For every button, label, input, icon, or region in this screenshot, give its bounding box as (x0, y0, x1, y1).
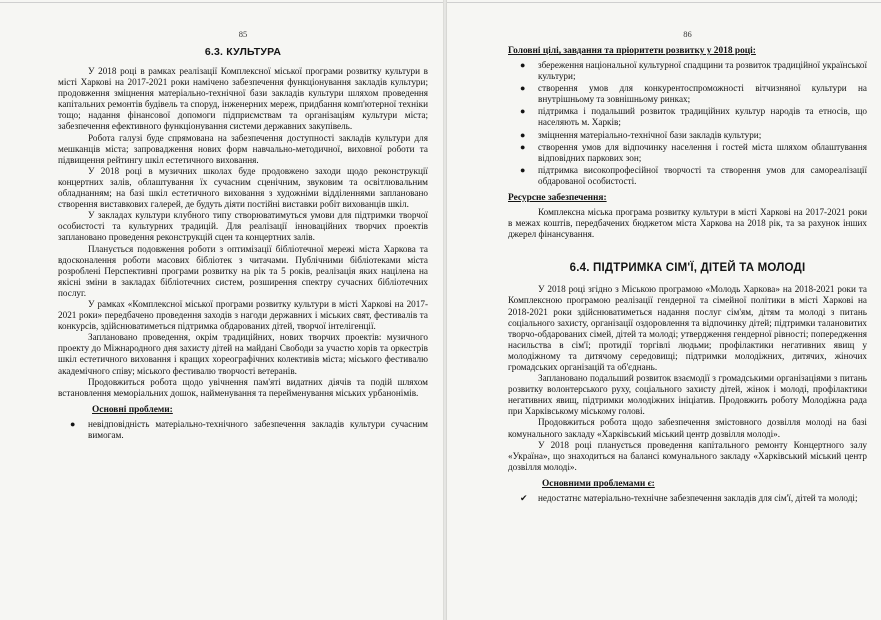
list-item-text: створення умов для конкурентоспроможності вітчизняної культури на внутрішньому та зовнішньому ринках; (538, 83, 867, 105)
paragraph: У 2018 році планується проведення капітального ремонту Концертного залу «Україна», що знаходиться на балансі комунального закладу «Харківський міський центр дозвілля молоді». (508, 439, 867, 472)
list-item (70, 418, 428, 441)
right-page (446, 0, 881, 620)
right-page-number: 86 (683, 29, 692, 39)
paragraph: Заплановано подальший розвиток взаємодії з громадськими організаціями з питань розвитку волонтерського руху, соціального захисту дітей, жінок і молоді, профілактики негативних явищ, підтримки молодіжних ініціатив. Продовжить роботу Молодіжна рада при Харківському міському голові. (508, 373, 867, 417)
paragraph: У рамках «Комплексної міської програми розвитку культури в місті Харкові на 2017-2021 роки» передбачено проведення заходів з нагоди державних і міських свят, фестивалів та конкурсів, здійснюватиметься підтримка обдарованих дітей, творчої інтелігенції. (58, 298, 428, 332)
list-item (520, 83, 867, 105)
paragraph: У 2018 році в музичних школах буде продовжено заходи щодо реконструкції концертних залів, облаштування їх сучасним сценічним, звуковим та освітлювальним обладнанням; на базі шкіл естетичного виховання з художніми відділеннями заплановано створення виставкових галерей, де будуть діяти постійні виставки робіт вихованців шкіл. (58, 165, 428, 210)
list-item-text: збереження національної культурної спадщини та розвиток традиційної української культури; (538, 60, 867, 82)
bullet-icon: ● (70, 418, 76, 429)
checkmark-icon: ✔ (520, 492, 528, 503)
list-item (520, 141, 867, 164)
problems-heading: Основні проблеми: (92, 404, 173, 415)
list-item-text: зміцнення матеріально-технічної бази закладів культури; (538, 129, 762, 140)
list-item-text: недостатнє матеріально-технічне забезпечення закладів для сім'ї, дітей та молоді; (538, 492, 858, 503)
section-title-culture: 6.3. КУЛЬТУРА (204, 46, 282, 58)
left-page-number: 85 (238, 29, 248, 39)
problems-list (508, 493, 867, 504)
list-item-text: невідповідність матеріально-технічного забезпечення закладів культури сучасним вимогам. (88, 418, 428, 440)
paragraph: У 2018 році в рамках реалізації Комплексної міської програми розвитку культури в місті Харкові на 2017-2021 роки намічено забезпечення функціонування закладів культури; продовження зміцнення матеріально-технічної бази закладів культури шляхом проведення капітальних ремонтів будівель та споруд, інженерних мереж, придбання комп'ютерної техніки тощо; надання фінансової допомоги підприємствам та організаціям культури міста; забезпечення ефективного функціонування системи державних закупівель. (58, 66, 428, 132)
paragraph: Продовжиться робота щодо забезпечення змістовного дозвілля молоді на базі комунального закладу «Харківський міський центр дозвілля молоді». (508, 417, 867, 439)
section-title-family: 6.4. ПІДТРИМКА СІМ'Ї, ДІТЕЙ ТА МОЛОДІ (569, 262, 806, 275)
bullet-icon: ● (520, 164, 526, 175)
goals-heading: Головні цілі, завдання та пріоритети розвитку у 2018 році: (508, 46, 756, 56)
resources-heading: Ресурсне забезпечення: (508, 193, 607, 204)
bullet-icon: ● (520, 60, 526, 70)
paragraph: У 2018 році згідно з Міською програмою «Молодь Харкова» на 2018-2021 роки та Комплексною програмою реалізації гендерної та сімейної політики в місті Харкові на 2018-2021 роки здійснюватиметься надання послуг сім'ям, дітям та молоді з питань соціального захисту, організації оздоровлення та відпочинку дітей; підтримки талановитих творчо-обдарованих сімей, дітей та молоді; утвердження гендерної рівності; попередження насильства в сім'ї; протидії торгівлі людьми; профілактики негативних явищ у молодіжному та дитячому середовищі; підтримки молодіжних, дитячих, жіночих громадських організацій та об'єднань. (508, 284, 867, 372)
list-item-text: підтримка і подальший розвиток традиційних культур народів та етносів, що населяють м. Харків; (538, 106, 867, 128)
list-item (520, 106, 867, 128)
paragraph: У закладах культури клубного типу створюватимуться умови для підтримки творчої особистості та культурних традицій. Для реалізації інноваційних творчих проектів заплановано проведення реконструкцій сцен та концертних залів. (58, 210, 428, 243)
paragraph: Робота галузі буде спрямована на забезпечення доступності закладів культури для мешканців міста; запровадження нових форм навчально-методичної, виховної роботи та підвищення рейтингу шкіл естетичного виховання. (58, 132, 428, 165)
list-item (520, 129, 867, 141)
bullet-icon: ● (520, 141, 526, 152)
list-item (520, 492, 867, 504)
paragraph: Продовжиться робота щодо увічнення пам'яті видатних діячів та подій шляхом встановлення меморіальних дошок, найменування та перейменування міських урбанонімів. (58, 376, 428, 398)
bullet-icon: ● (520, 83, 526, 94)
list-item (520, 60, 867, 82)
paragraph: Заплановано проведення, окрім традиційних, нових творчих проектів: музичного проекту до Міжнародного дня захисту дітей на майдані Свободи за участю хорів та оркестрів шкіл естетичного виховання і кращих хореографічних колективів міста; міського фестивалю академічного співу; міського фестивалю творчості ветеранів. (58, 332, 428, 376)
paragraph: Планується подовження роботи з оптимізації бібліотечної мережі міста Харкова та вдосконалення роботи масових бібліотек з читачами. Публічними бібліотеками міста розроблені Перспективні програми розвитку на рік та 5 років, реалізація яких націлена на якісні зміни в закладах бібліотечних систем, розширення спектру сучасних бібліотечних послуг. (58, 243, 428, 298)
goals-list (508, 60, 867, 187)
list-item-text: підтримка високопрофесійної творчості та створення умов для самореалізації обдарованої особистості. (538, 164, 867, 186)
bullet-icon: ● (520, 129, 526, 140)
list-item (520, 164, 867, 187)
problems-heading: Основними проблемами є: (542, 478, 655, 489)
bullet-icon: ● (520, 106, 526, 117)
list-item-text: створення умов для відпочинку населення і гостей міста шляхом облаштування відповідних паркових зон; (538, 141, 867, 163)
resources-text: Комплексна міська програма розвитку культури в місті Харкові на 2017-2021 роки в межах коштів, передбачених бюджетом міста Харкова на 2018 рік, та за рахунок інших джерел фінансування. (508, 207, 867, 240)
problems-list (58, 419, 428, 441)
